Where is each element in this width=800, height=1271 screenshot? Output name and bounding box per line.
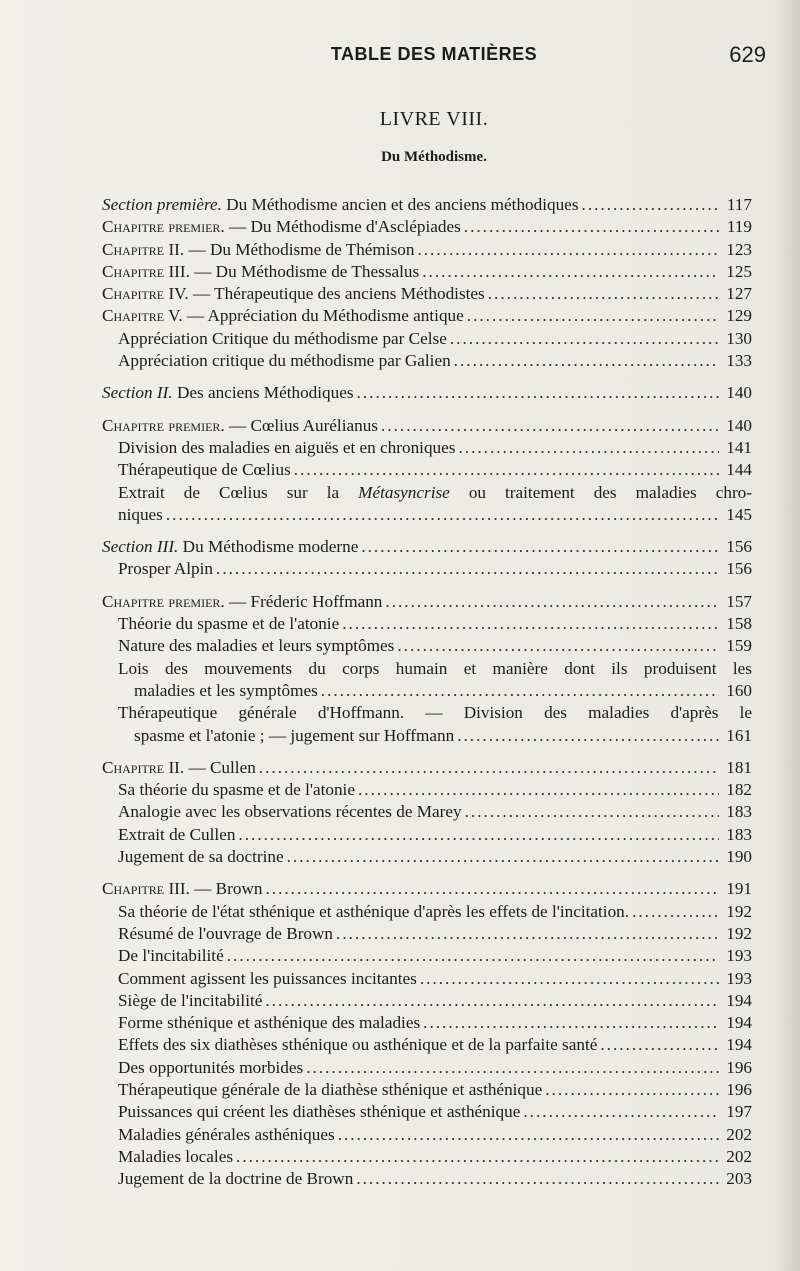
entry-page: 182 <box>726 780 752 800</box>
leader-dots <box>420 968 719 990</box>
entry-title-continued: maladies et les symptômes <box>134 680 318 700</box>
entry-title: Jugement de sa doctrine <box>118 847 284 867</box>
entry-page: 202 <box>726 1124 752 1144</box>
section-label: Section III. <box>102 537 179 557</box>
entry-title: Appréciation Critique du méthodisme par Celse <box>118 328 447 348</box>
leader-dots <box>342 613 719 635</box>
toc-subentry[interactable] <box>102 635 752 657</box>
entry-page: 119 <box>726 217 752 237</box>
entry-page: 196 <box>726 1057 752 1077</box>
entry-page: 192 <box>726 923 752 943</box>
entry-page: 197 <box>726 1102 752 1122</box>
chapter-label: Chapitre premier. <box>102 591 225 611</box>
entry-page: 159 <box>726 636 752 656</box>
toc-subentry[interactable] <box>102 968 752 990</box>
entry-title: — Cœlius Aurélianus <box>224 415 378 435</box>
leader-dots <box>397 635 719 657</box>
entry-title-part: ou traitement des maladies chro- <box>449 482 752 502</box>
leader-dots <box>306 1057 719 1079</box>
section-spacer <box>102 526 752 536</box>
entry-title: Thérapeutique générale de la diathèse sthénique et asthénique <box>118 1079 543 1099</box>
toc-entry-chapter[interactable] <box>102 239 752 261</box>
toc-subentry[interactable] <box>102 1057 752 1079</box>
entry-page: 193 <box>726 946 752 966</box>
leader-dots <box>336 923 719 945</box>
leader-dots <box>523 1101 719 1123</box>
entry-title: IV. — Thérapeutique des anciens Méthodistes <box>164 284 485 304</box>
entry-page: 140 <box>726 415 752 435</box>
entry-title: II. — Du Méthodisme de Thémison <box>164 239 415 259</box>
section-spacer <box>102 747 752 757</box>
toc-subentry[interactable] <box>102 824 752 846</box>
section-spacer <box>102 868 752 878</box>
entry-title: Analogie avec les observations récentes de Marey <box>118 802 462 822</box>
leader-dots <box>467 305 719 327</box>
book-subtitle: Du Méthodisme. <box>381 149 487 165</box>
toc-subentry[interactable] <box>102 613 752 635</box>
entry-title: Du Méthodisme ancien et des anciens méthodiques <box>221 195 579 214</box>
entry-page: 190 <box>726 847 752 867</box>
entry-title-part: Extrait de Cœlius sur la <box>118 482 359 502</box>
chapter-label: Chapitre <box>102 261 165 281</box>
section-label: Section première. <box>102 195 222 214</box>
entry-title: Siège de l'incitabilité <box>118 990 263 1010</box>
entry-page: 133 <box>726 351 752 371</box>
leader-dots <box>545 1079 719 1101</box>
toc-subentry[interactable] <box>102 350 752 372</box>
entry-page: 144 <box>726 460 752 480</box>
entry-page: 183 <box>726 802 752 822</box>
toc-subentry-first-line[interactable] <box>102 482 752 504</box>
toc-subentry[interactable] <box>102 1012 752 1034</box>
entry-page: 117 <box>726 195 752 214</box>
toc-subentry[interactable] <box>102 779 752 801</box>
toc-subentry[interactable] <box>102 846 752 868</box>
leader-dots <box>381 415 719 437</box>
entry-title: Appréciation critique du méthodisme par Galien <box>118 351 451 371</box>
toc-entry-chapter[interactable] <box>102 283 752 305</box>
entry-title: III. — Du Méthodisme de Thessalus <box>164 261 420 281</box>
leader-dots <box>600 1034 719 1056</box>
leader-dots <box>423 1012 719 1034</box>
toc-subentry[interactable] <box>102 945 752 967</box>
toc-subentry[interactable] <box>102 328 752 350</box>
entry-title: III. — Brown <box>164 879 263 899</box>
leader-dots <box>238 824 719 846</box>
running-header <box>102 44 766 70</box>
chapter-label: Chapitre <box>102 879 165 899</box>
entry-page: 125 <box>726 261 752 281</box>
entry-page: 202 <box>726 1146 752 1166</box>
entry-page: 161 <box>726 725 752 745</box>
toc-subentry[interactable] <box>102 558 752 580</box>
entry-title: Jugement de la doctrine de Brown <box>118 1169 354 1189</box>
entry-page: 141 <box>726 437 752 457</box>
toc-subentry[interactable] <box>102 923 752 945</box>
entry-title: Division des maladies en aiguës et en chroniques <box>118 437 456 457</box>
leader-dots <box>582 194 719 216</box>
entry-page: 157 <box>726 591 752 611</box>
entry-title: Effets des six diathèses sthénique ou asthénique et de la parfaite santé <box>118 1035 598 1055</box>
page-edge-shadow <box>774 0 800 1271</box>
entry-page: 156 <box>726 537 752 557</box>
entry-title: Résumé de l'ouvrage de Brown <box>118 923 334 943</box>
entry-title: Sa théorie de l'état sthénique et asthénique d'après les effets de l'incitation. <box>118 901 630 921</box>
toc-entry-chapter[interactable] <box>102 415 752 437</box>
leader-dots <box>227 945 719 967</box>
toc-subentry[interactable] <box>102 1101 752 1123</box>
entry-page: 183 <box>726 824 752 844</box>
leader-dots <box>488 283 719 305</box>
entry-title: Des opportunités morbides <box>118 1057 304 1077</box>
leader-dots <box>236 1146 719 1168</box>
leader-dots <box>294 459 719 481</box>
section-label: Section II. <box>102 383 173 403</box>
toc-entry-chapter[interactable] <box>102 216 752 238</box>
leader-dots <box>166 504 719 526</box>
toc-subentry[interactable] <box>102 1079 752 1101</box>
leader-dots <box>458 437 719 459</box>
entry-title: Maladies locales <box>118 1146 234 1166</box>
toc-subentry-first-line[interactable] <box>102 658 752 680</box>
leader-dots <box>422 261 719 283</box>
toc-subentry[interactable] <box>102 990 752 1012</box>
toc-subentry[interactable] <box>102 1034 752 1056</box>
leader-dots <box>356 1168 719 1190</box>
entry-page: 123 <box>726 239 752 259</box>
entry-title: Sa théorie du spasme et de l'atonie <box>118 780 355 800</box>
entry-page: 130 <box>726 328 752 348</box>
entry-title: Forme sthénique et asthénique des maladies <box>118 1013 421 1033</box>
book-heading: LIVRE VIII. <box>379 108 489 130</box>
table-of-contents <box>102 194 752 1190</box>
entry-page: 193 <box>726 968 752 988</box>
entry-page: 156 <box>726 559 752 579</box>
toc-entry-chapter[interactable] <box>102 591 752 613</box>
entry-title: Des anciens Méthodiques <box>172 383 354 403</box>
entry-page: 194 <box>726 990 752 1010</box>
entry-title: Puissances qui créent les diathèses sthénique et asthénique <box>118 1102 521 1122</box>
entry-title: Thérapeutique de Cœlius <box>118 460 291 480</box>
entry-page: 140 <box>726 383 752 403</box>
entry-title: Nature des maladies et leurs symptômes <box>118 636 395 656</box>
entry-page: 181 <box>726 757 752 777</box>
entry-title-emphasis: Métasyncrise <box>358 482 450 502</box>
leader-dots <box>287 846 719 868</box>
entry-title: Du Méthodisme moderne <box>178 537 359 557</box>
entry-page: 192 <box>726 901 752 921</box>
leader-dots <box>265 878 719 900</box>
entry-page: 203 <box>726 1169 752 1189</box>
leader-dots <box>357 382 719 404</box>
chapter-label: Chapitre premier. <box>102 415 225 435</box>
entry-title: Théorie du spasme et de l'atonie <box>118 614 340 634</box>
toc-subentry[interactable] <box>102 1168 752 1190</box>
section-spacer <box>102 581 752 591</box>
chapter-label: Chapitre <box>102 239 165 259</box>
leader-dots <box>632 901 719 923</box>
entry-page: 191 <box>726 879 752 899</box>
toc-subentry[interactable] <box>102 1124 752 1146</box>
entry-title: Thérapeutique générale d'Hoffmann. — Division des maladies d'après le <box>118 703 752 723</box>
toc-subentry[interactable] <box>102 801 752 823</box>
leader-dots <box>464 216 719 238</box>
entry-page: 194 <box>726 1035 752 1055</box>
toc-subentry[interactable] <box>102 901 752 923</box>
entry-page: 127 <box>726 284 752 304</box>
entry-title: Prosper Alpin <box>118 559 214 579</box>
toc-entry-chapter[interactable] <box>102 261 752 283</box>
entry-title: De l'incitabilité <box>118 946 224 966</box>
toc-subentry-continuation[interactable] <box>102 680 752 702</box>
leader-dots <box>417 239 719 261</box>
section-spacer <box>102 372 752 382</box>
entry-title: Extrait de Cullen <box>118 824 236 844</box>
entry-title-continued: spasme et l'atonie ; — jugement sur Hoffmann <box>134 725 455 745</box>
running-title: TABLE DES MATIÈRES <box>330 44 538 64</box>
entry-page: 158 <box>726 614 752 634</box>
toc-entry-chapter[interactable] <box>102 305 752 327</box>
entry-title: II. — Cullen <box>164 757 256 777</box>
leader-dots <box>265 990 719 1012</box>
toc-entry-section-1[interactable] <box>102 194 752 216</box>
toc-entry-section-2[interactable] <box>102 382 752 404</box>
chapter-label: Chapitre premier. <box>102 217 225 237</box>
toc-subentry-first-line[interactable] <box>102 702 752 724</box>
entry-page: 129 <box>726 306 752 326</box>
leader-dots <box>358 779 719 801</box>
entry-title: — Du Méthodisme d'Asclépiades <box>224 217 461 237</box>
chapter-label: Chapitre <box>102 757 165 777</box>
leader-dots <box>216 558 719 580</box>
leader-dots <box>361 536 719 558</box>
toc-subentry-continuation[interactable] <box>102 725 752 747</box>
toc-subentry[interactable] <box>102 1146 752 1168</box>
chapter-label: Chapitre <box>102 284 165 304</box>
leader-dots <box>450 328 719 350</box>
leader-dots <box>454 350 719 372</box>
entry-title: Maladies générales asthéniques <box>118 1124 335 1144</box>
entry-title: V. — Appréciation du Méthodisme antique <box>164 306 464 326</box>
entry-title: Comment agissent les puissances incitantes <box>118 968 417 988</box>
leader-dots <box>338 1124 719 1146</box>
toc-subentry[interactable] <box>102 459 752 481</box>
entry-title: Lois des mouvements du corps humain et manière dont ils produisent les <box>118 658 752 678</box>
toc-entry-chapter[interactable] <box>102 757 752 779</box>
toc-subentry-continuation[interactable] <box>102 504 752 526</box>
entry-page: 160 <box>726 680 752 700</box>
entry-page: 194 <box>726 1013 752 1033</box>
leader-dots <box>465 801 719 823</box>
chapter-label: Chapitre <box>102 306 165 326</box>
section-spacer <box>102 405 752 415</box>
entry-title-continued: niques <box>118 504 163 524</box>
leader-dots <box>457 725 719 747</box>
toc-entry-chapter[interactable] <box>102 878 752 900</box>
page-number: 629 <box>729 42 766 67</box>
leader-dots <box>321 680 719 702</box>
toc-entry-section-3[interactable] <box>102 536 752 558</box>
entry-page: 145 <box>726 504 752 524</box>
entry-title: — Fréderic Hoffmann <box>224 591 383 611</box>
toc-subentry[interactable] <box>102 437 752 459</box>
leader-dots <box>385 591 719 613</box>
leader-dots <box>259 757 719 779</box>
entry-page: 196 <box>726 1079 752 1099</box>
